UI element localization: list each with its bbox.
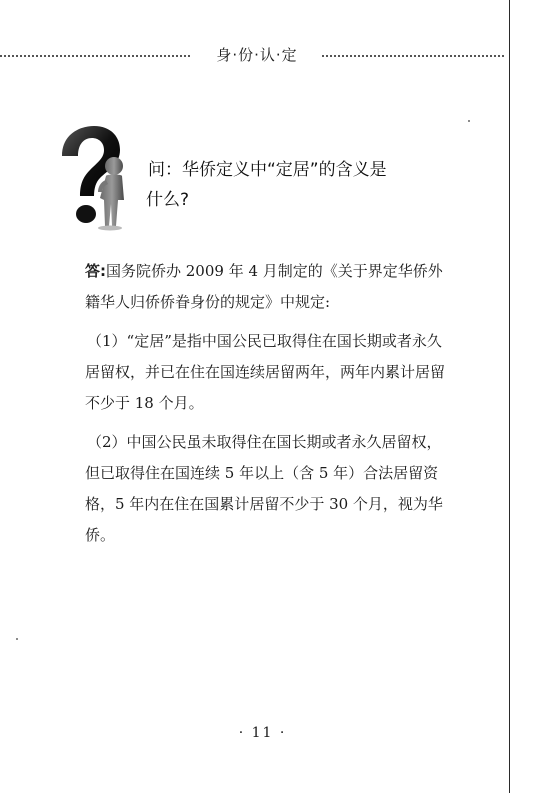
answer-item-1: （1）“定居”是指中国公民已取得住在国长期或者永久居留权，并已在住在国连续居留两年，两年内累计居留不少于 18 个月。 bbox=[85, 332, 446, 412]
page-edge-rule bbox=[509, 0, 510, 793]
page-number: · 11 · bbox=[238, 725, 287, 741]
question-line-2: 什么? bbox=[146, 190, 190, 210]
question-mark-figure-icon bbox=[58, 126, 138, 232]
header-dotted-rule-left bbox=[0, 55, 190, 57]
question-line-1: 问：华侨定义中“定居”的含义是 bbox=[148, 160, 387, 180]
running-header bbox=[0, 45, 504, 65]
answer-label: 答: bbox=[85, 262, 106, 280]
header-dotted-rule-right bbox=[322, 55, 504, 57]
scan-speck bbox=[468, 120, 470, 122]
answer-item-2: （2）中国公民虽未取得住在国长期或者永久居留权，但已取得住在国连续 5 年以上（含 5 年）合法居留资格，5 年内在住在国累计居留不少于 30 个月，视为华侨。 bbox=[85, 433, 443, 544]
answer-intro-paragraph bbox=[85, 256, 445, 318]
answer-intro-text: 国务院侨办 2009 年 4 月制定的《关于界定华侨外籍华人归侨侨眷身份的规定》中规定: bbox=[85, 262, 443, 311]
answer-block bbox=[85, 256, 445, 551]
header-title: 身·份·认·定 bbox=[216, 46, 298, 64]
scan-speck bbox=[16, 638, 18, 640]
question-block bbox=[146, 156, 458, 210]
